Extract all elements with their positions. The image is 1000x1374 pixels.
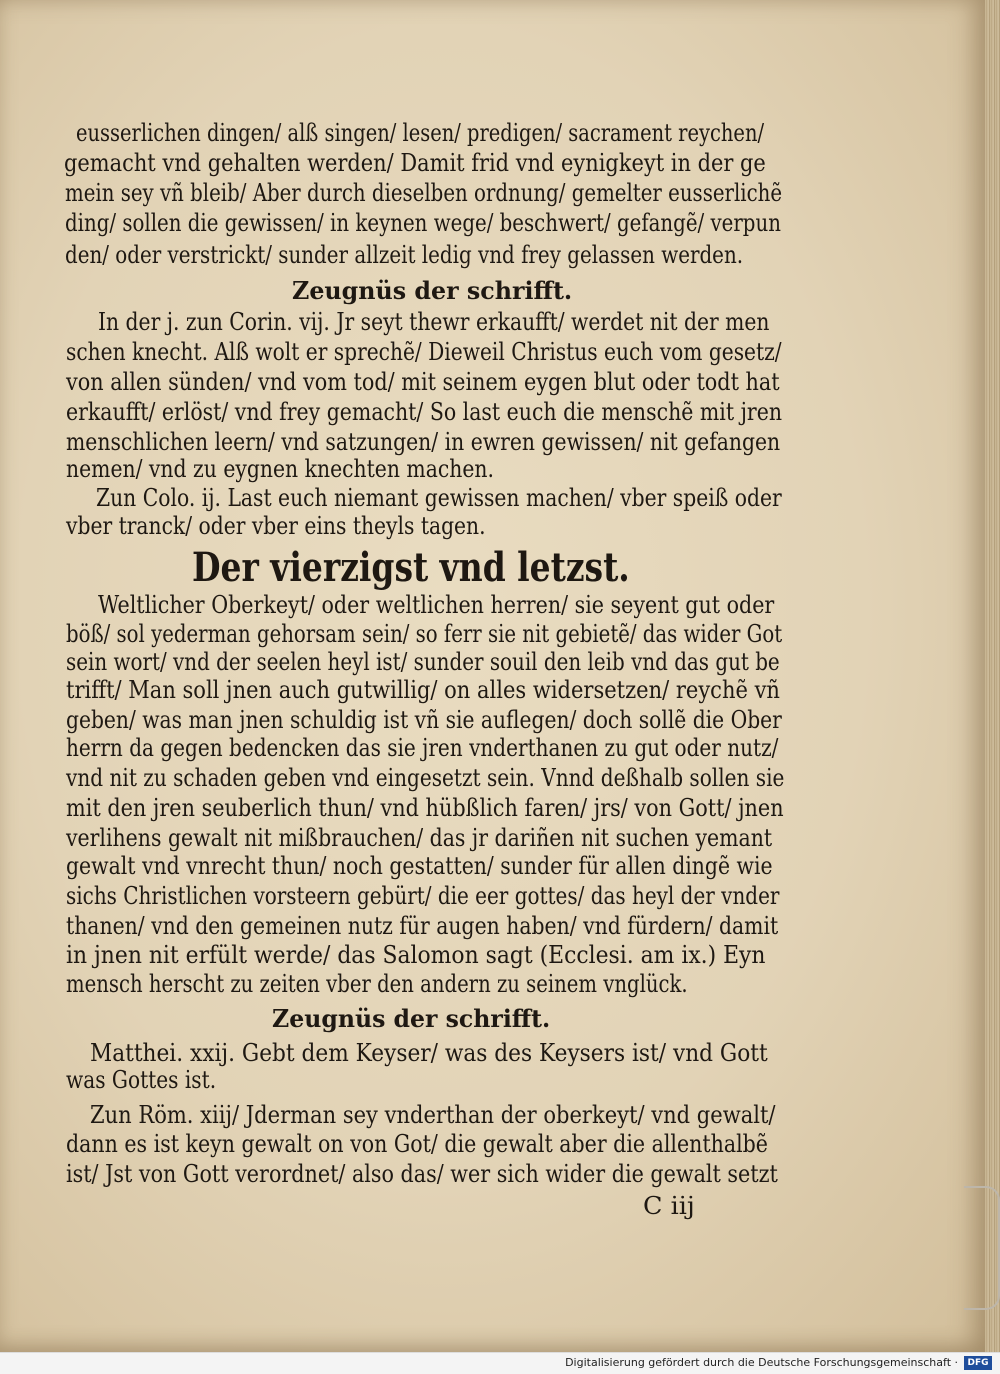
text-line: vber tranck/ oder vber eins theyls tagen. — [66, 512, 486, 540]
text-line: dann es ist keyn gewalt on von Got/ die gewalt aber die allenthalbẽ — [66, 1130, 768, 1158]
dfg-logo-icon: DFG — [964, 1356, 992, 1370]
text-line: von allen sünden/ vnd vom tod/ mit seinem eygen blut oder todt hat — [66, 368, 780, 396]
text-line: ist/ Jst von Gott verordnet/ also das/ wer sich wider die gewalt setzt — [66, 1160, 778, 1188]
text-line: den/ oder verstrickt/ sunder allzeit ledig vnd frey gelassen werden. — [65, 241, 744, 269]
text-line: mein sey vñ bleib/ Aber durch dieselben ordnung/ gemelter eusserlichẽ — [65, 179, 783, 207]
page-clip — [964, 1186, 1000, 1310]
text-line: Weltlicher Oberkeyt/ oder weltlichen herren/ sie seyent gut oder — [98, 591, 775, 619]
text-line: erkaufft/ erlöst/ vnd frey gemacht/ So last euch die menschẽ mit jren — [66, 398, 783, 426]
text-line: was Gottes ist. — [66, 1066, 217, 1094]
text-line: Zun Röm. xiij/ Jderman sey vnderthan der oberkeyt/ vnd gewalt/ — [90, 1101, 776, 1129]
footer-bar — [0, 1352, 1000, 1374]
section-heading: Zeugnüs der schrifft. — [272, 1004, 551, 1033]
text-line: herrn da gegen bedencken das sie jren vnderthanen zu gut oder nutz/ — [66, 734, 779, 762]
chapter-heading: Der vierzigst vnd letzst. — [192, 544, 630, 591]
text-line: gewalt vnd vnrecht thun/ noch gestatten/ sunder für allen dingẽ wie — [66, 852, 773, 880]
text-line: thanen/ vnd den gemeinen nutz für augen haben/ vnd fürdern/ damit — [66, 912, 779, 940]
text-line: sein wort/ vnd der seelen heyl ist/ sunder souil den leib vnd das gut be — [66, 648, 780, 676]
text-line: eusserlichen dingen/ alß singen/ lesen/ predigen/ sacrament reychen/ — [76, 119, 765, 147]
text-line: in jnen nit erfült werde/ das Salomon sagt (Ecclesi. am ix.) Eyn — [66, 941, 766, 969]
text-line: mensch herscht zu zeiten vber den andern zu seinem vnglück. — [66, 970, 688, 998]
signature-mark: C iij — [643, 1192, 695, 1220]
text-line: menschlichen leern/ vnd satzungen/ in ewren gewissen/ nit gefangen — [66, 428, 781, 456]
text-line: mit den jren seuberlich thun/ vnd hübßlich faren/ jrs/ von Gott/ jnen — [66, 794, 784, 822]
funding-note: Digitalisierung gefördert durch die Deutsche Forschungsgemeinschaft · — [565, 1356, 958, 1369]
page-edge — [985, 0, 1000, 1352]
text-line: Zun Colo. ij. Last euch niemant gewissen machen/ vber speiß oder — [96, 484, 782, 512]
text-line: böß/ sol yederman gehorsam sein/ so ferr sie nit gebietẽ/ das wider Got — [66, 620, 783, 648]
text-line: verlihens gewalt nit mißbrauchen/ das jr dariñen nit suchen yemant — [66, 824, 773, 852]
text-line: sichs Christlichen vorsteern gebürt/ die eer gottes/ das heyl der vnder — [66, 882, 780, 910]
text-line: geben/ was man jnen schuldig ist vñ sie auflegen/ doch sollẽ die Ober — [66, 706, 782, 734]
text-line: vnd nit zu schaden geben vnd eingesetzt sein. Vnnd deßhalb sollen sie — [66, 764, 785, 792]
text-line: In der j. zun Corin. vij. Jr seyt thewr erkaufft/ werdet nit der men — [98, 308, 770, 336]
text-line: trifft/ Man soll jnen auch gutwillig/ on alles widersetzen/ reychẽ vñ — [66, 676, 780, 704]
text-line: Matthei. xxij. Gebt dem Keyser/ was des Keysers ist/ vnd Gott — [90, 1039, 768, 1067]
text-line: schen knecht. Alß wolt er sprechẽ/ Dieweil Christus euch vom gesetz/ — [66, 338, 782, 366]
section-heading: Zeugnüs der schrifft. — [292, 276, 573, 305]
text-line: ding/ sollen die gewissen/ in keynen wege/ beschwert/ gefangẽ/ verpun — [65, 209, 781, 237]
text-line: gemacht vnd gehalten werden/ Damit frid vnd eynigkeyt in der ge — [64, 149, 766, 177]
text-line: nemen/ vnd zu eygnen knechten machen. — [66, 455, 494, 483]
